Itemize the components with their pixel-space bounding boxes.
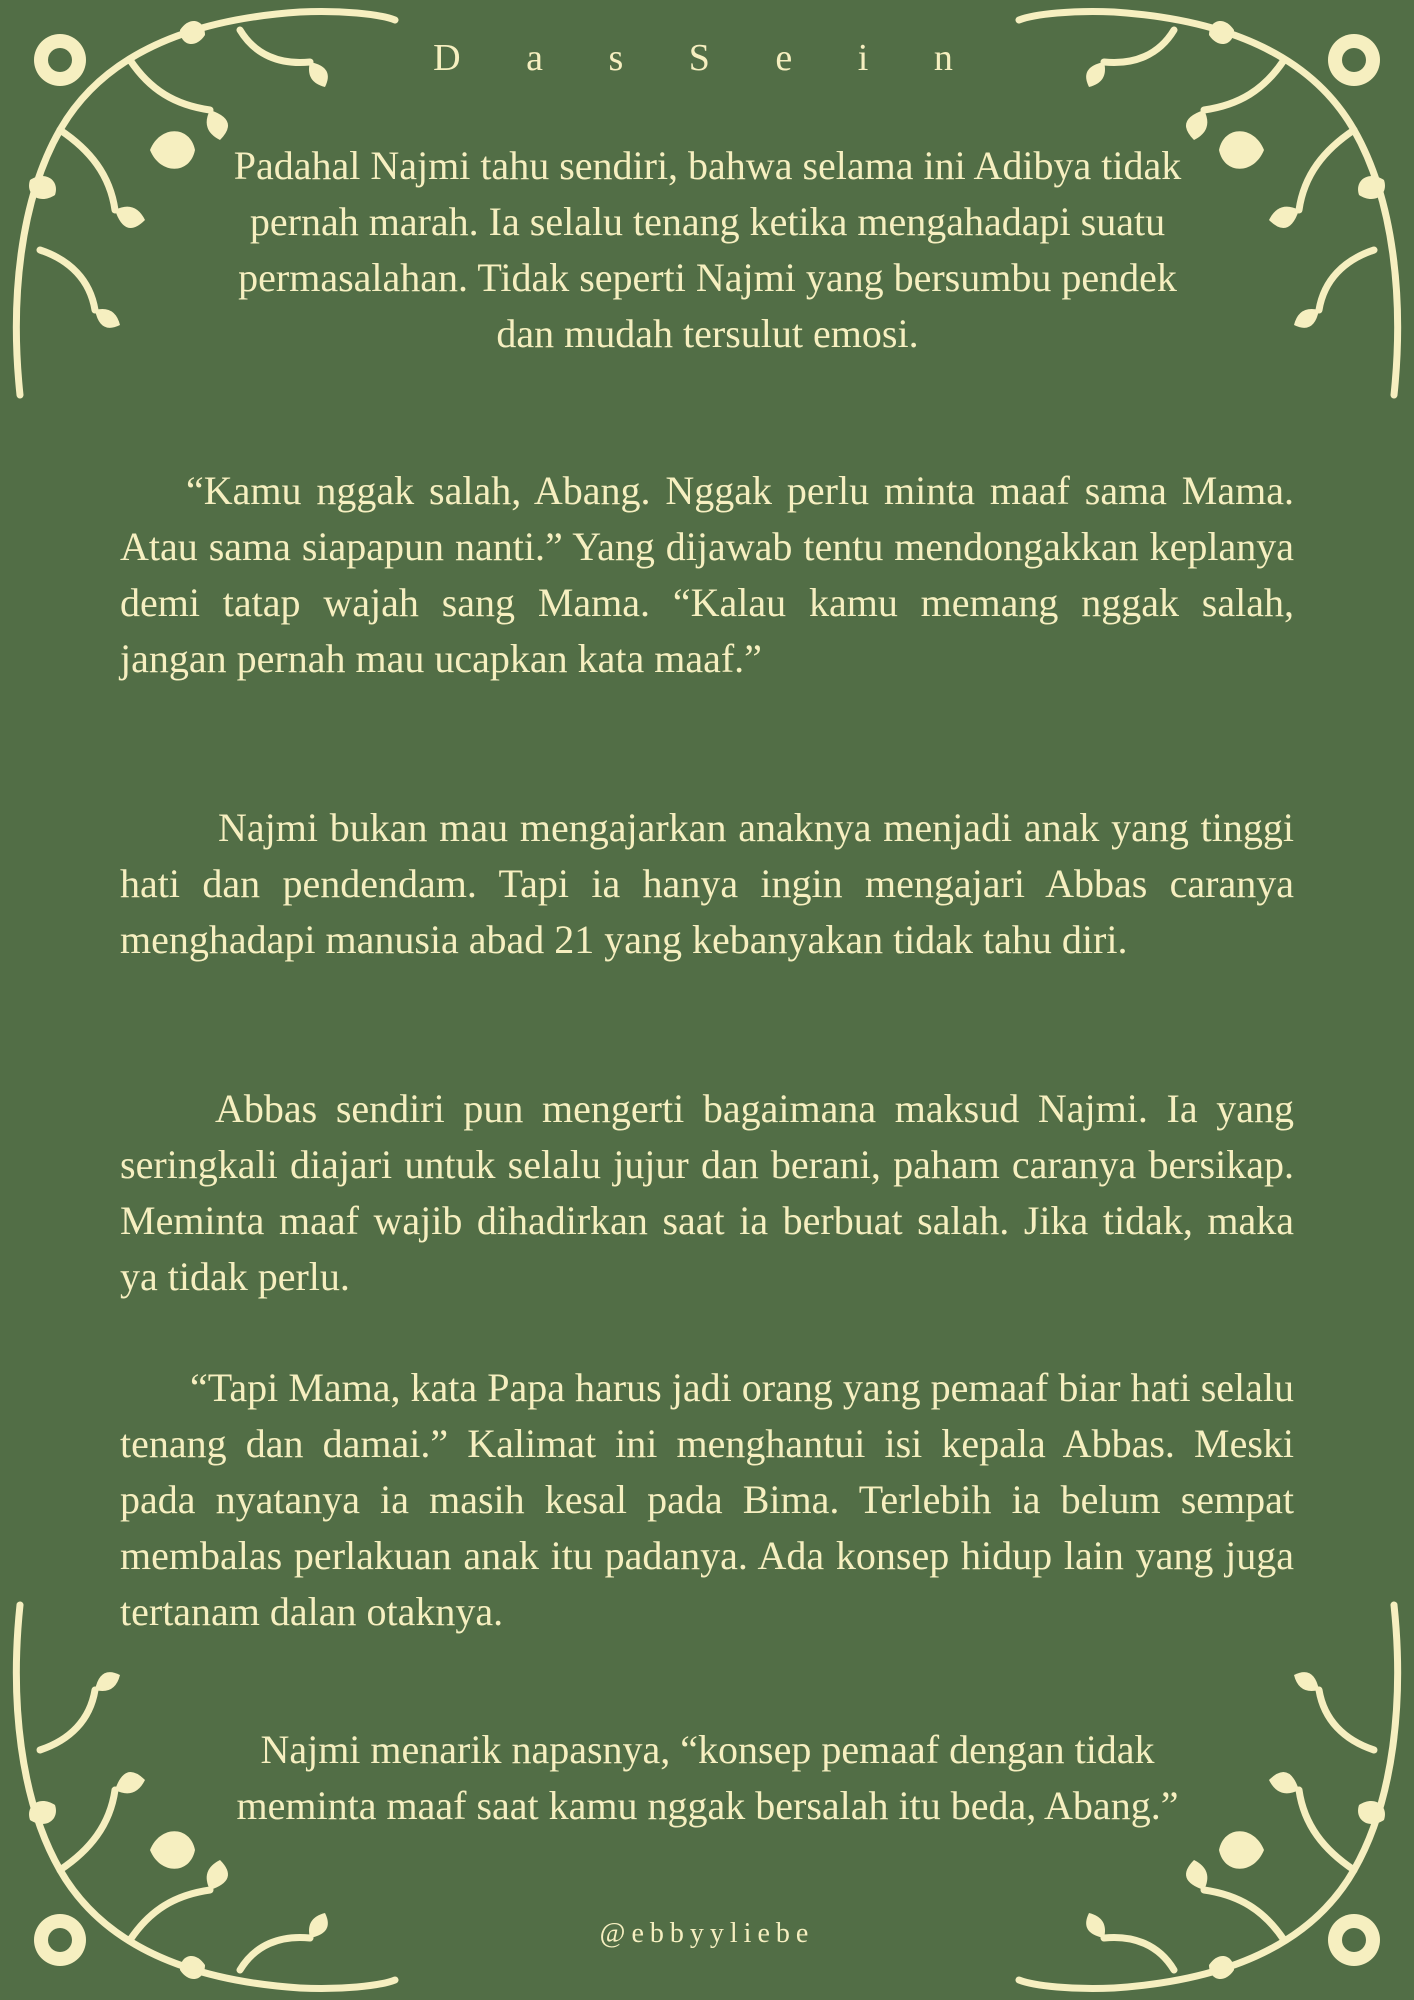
paragraph-closing: Najmi menarik napasnya, “konsep pemaaf dengan tidak meminta maaf saat kamu nggak bersalah itu beda, Abang.” bbox=[236, 1727, 1179, 1828]
page-title: D a s S e i n bbox=[433, 37, 981, 79]
paragraph: Abbas sendiri pun mengerti bagaimana maksud Najmi. Ia yang seringkali diajari untuk selalu jujur dan berani, paham caranya bersikap. Meminta maaf wajib dihadirkan saat ia berbuat salah. Jika tidak, maka ya tidak perlu. bbox=[120, 1086, 1294, 1299]
author-handle: @ebbyyliebe bbox=[599, 1918, 815, 1949]
paragraph: “Kamu nggak salah, Abang. Nggak perlu minta maaf sama Mama. Atau sama siapapun nanti.” Yang dijawab tentu mendongakkan keplanya demi tatap wajah sang Mama. “Kalau kamu memang nggak salah, jangan pernah mau ucapkan kata maaf.” bbox=[120, 468, 1294, 681]
paragraph: Najmi bukan mau mengajarkan anaknya menjadi anak yang tinggi hati dan pendendam. Tapi ia hanya ingin mengajari Abbas caranya menghadapi manusia abad 21 yang kebanyakan tidak tahu diri. bbox=[120, 805, 1294, 962]
paragraph-intro: Padahal Najmi tahu sendiri, bahwa selama ini Adibya tidak pernah marah. Ia selalu tenang ketika mengahadapi suatu permasalahan. Tidak seperti Najmi yang bersumbu pendek dan mudah tersulut emosi. bbox=[233, 143, 1182, 356]
paragraph: “Tapi Mama, kata Papa harus jadi orang yang pemaaf biar hati selalu tenang dan damai.” Kalimat ini menghantui isi kepala Abbas. Meski pada nyatanya ia masih kesal pada Bima. Terlebih ia belum sempat membalas perlakuan anak itu padanya. Ada konsep hidup lain yang juga tertanam dalan otaknya. bbox=[120, 1365, 1294, 1634]
